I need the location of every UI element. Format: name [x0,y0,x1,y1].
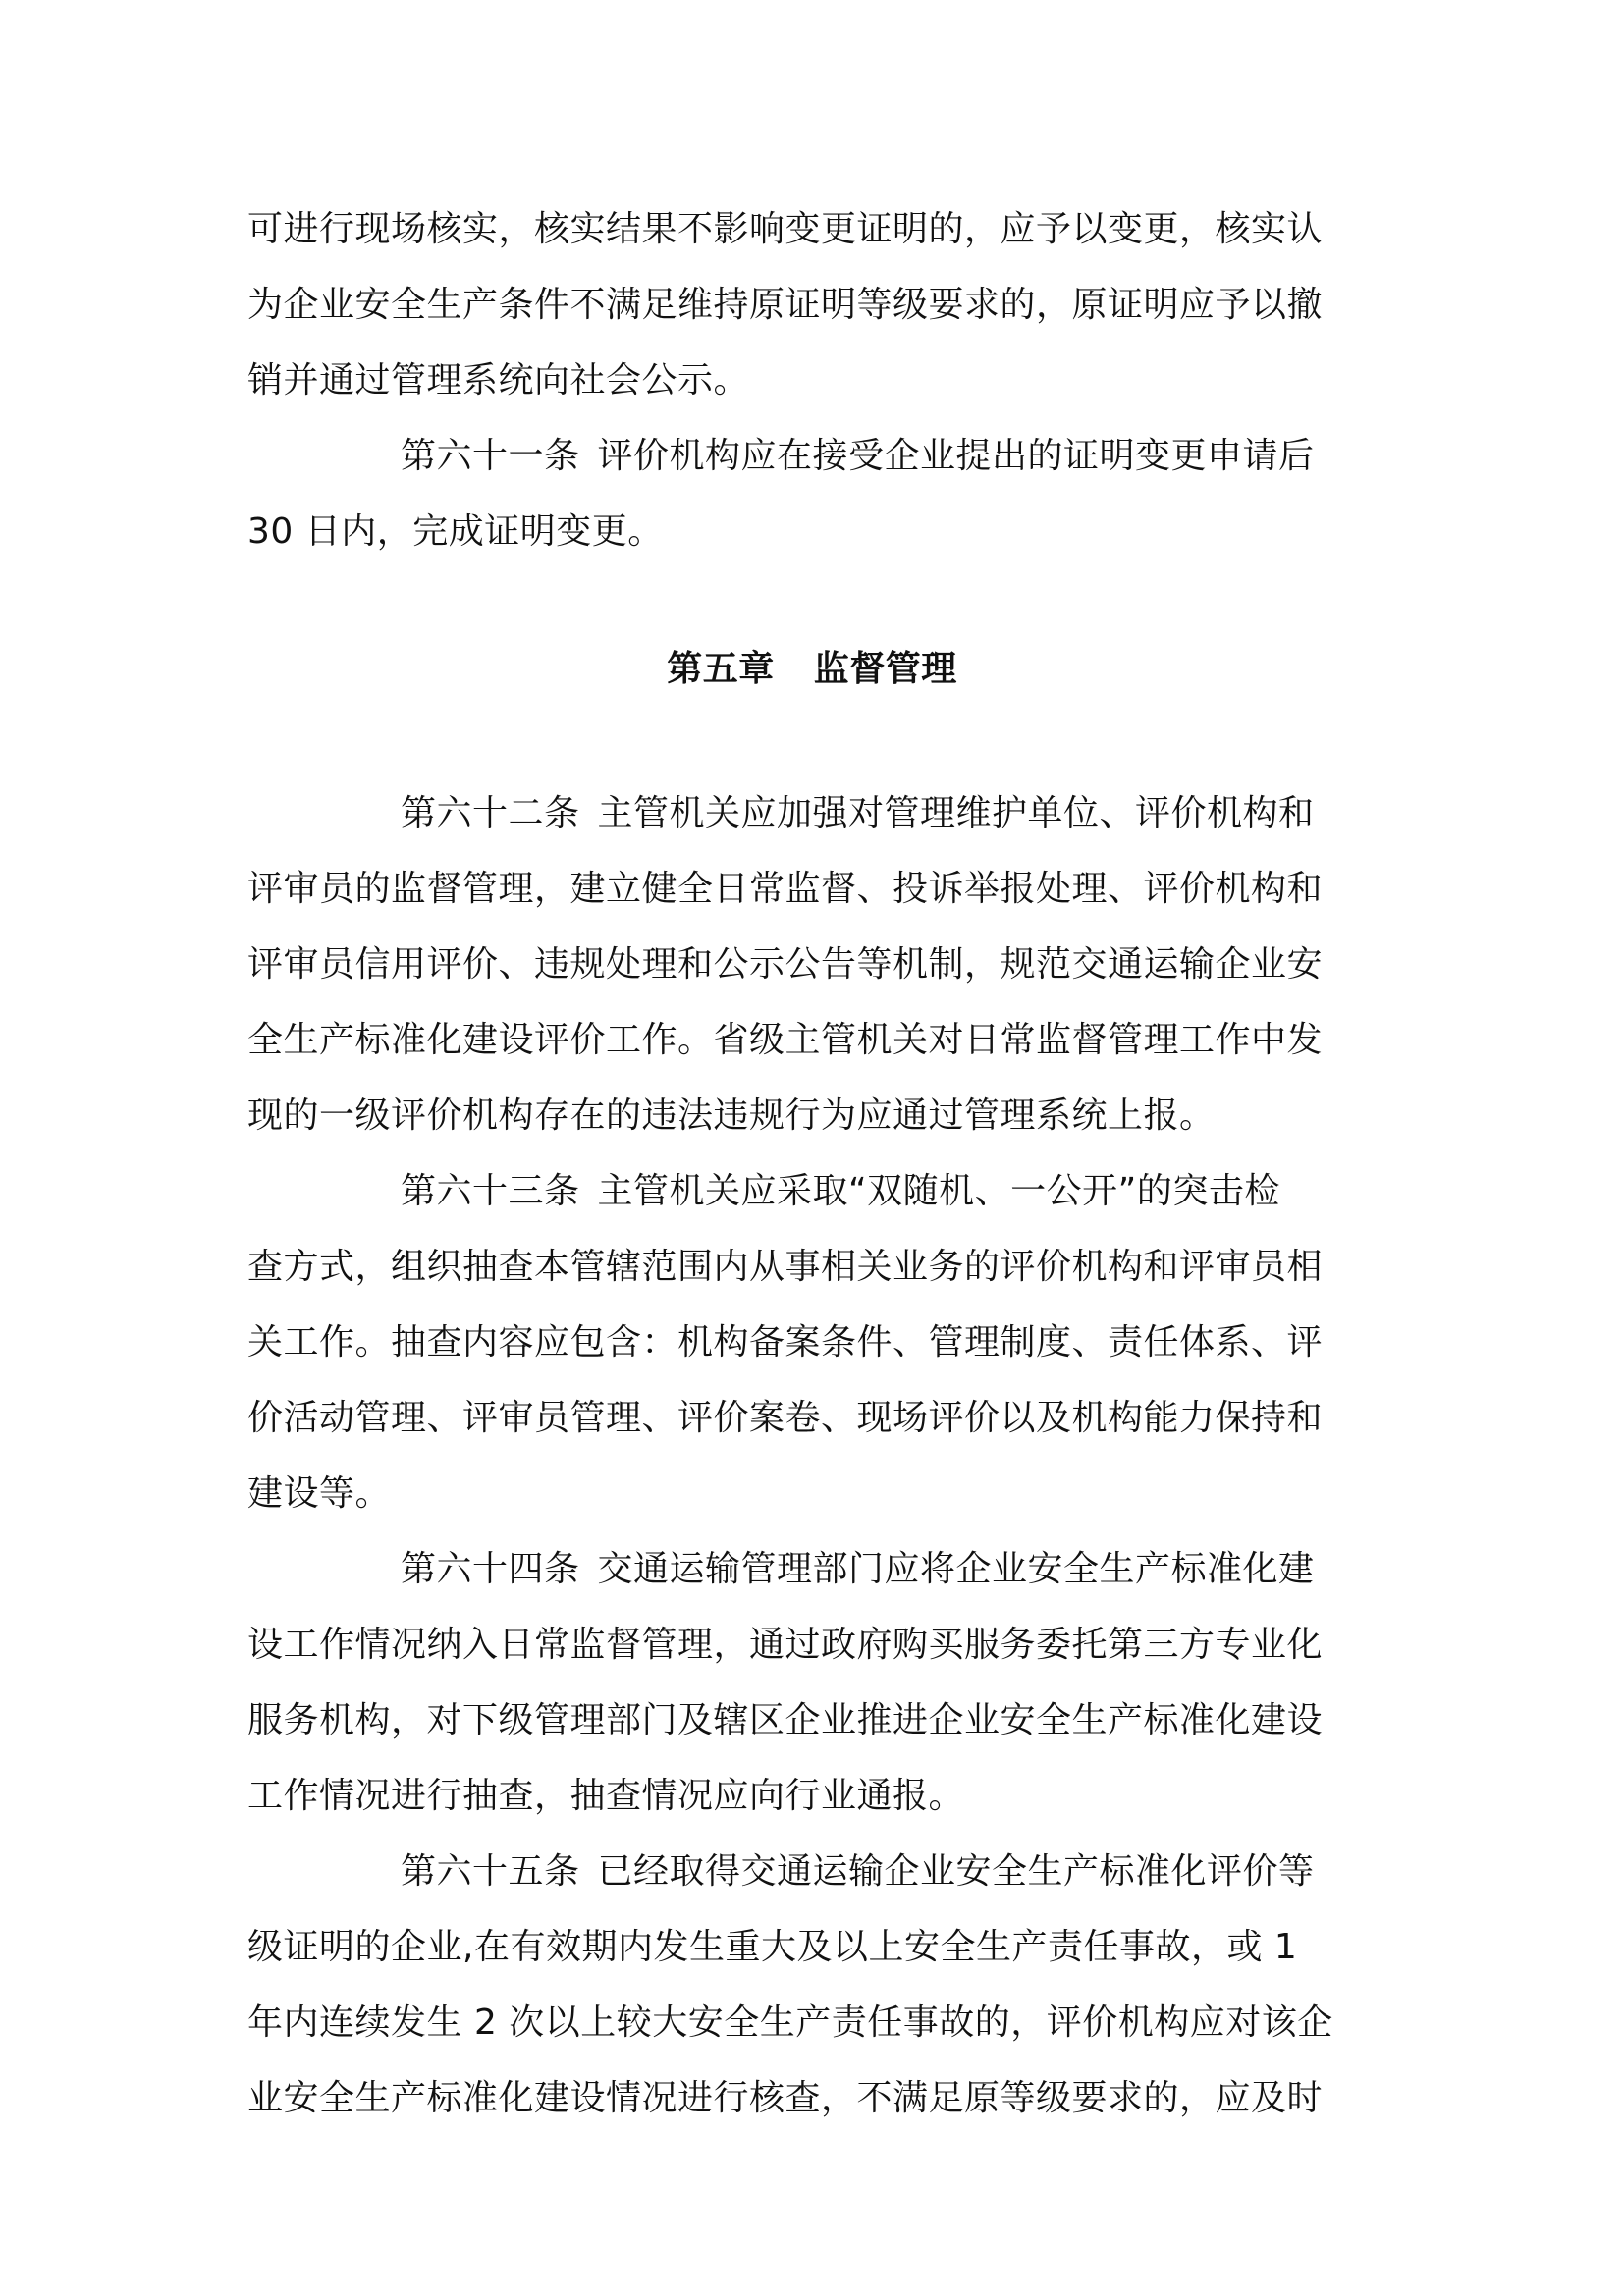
article-first-line [247,418,1386,494]
article-63 [247,1153,1386,1531]
article-text: 主管机关应采取“双随机、一公开”的突击检 [597,1171,1280,1211]
text-line: 评审员信用评价、违规处理和公示公告等机制，规范交通运输企业安 [247,944,1324,985]
text-line: 30 日内，完成证明变更。 [247,511,664,552]
article-first-line [247,1531,1386,1607]
text-line: 销并通过管理系统向社会公示。 [247,360,750,400]
article-62 [247,775,1386,1153]
text-line: 级证明的企业,在有效期内发生重大及以上安全生产责任事故，或 1 [247,1927,1298,1967]
article-first-line [247,775,1386,851]
text-line: 查方式，组织抽查本管辖范围内从事相关业务的评价机构和评审员相 [247,1247,1324,1287]
intro-paragraph [247,191,1386,418]
text-line: 全生产标准化建设评价工作。省级主管机关对日常监督管理工作中发 [247,1020,1324,1060]
article-61 [247,418,1386,569]
article-first-line [247,1834,1386,1909]
text-line: 价活动管理、评审员管理、评价案卷、现场评价以及机构能力保持和 [247,1398,1324,1438]
article-text: 已经取得交通运输企业安全生产标准化评价等 [597,1851,1315,1892]
article-label: 第六十三条 [401,1171,580,1211]
text-line: 业安全生产标准化建设情况进行核查，不满足原等级要求的，应及时 [247,2078,1324,2118]
article-label: 第六十一条 [401,436,580,476]
chapter-title: 监督管理 [813,649,957,689]
article-text: 评价机构应在接受企业提出的证明变更申请后 [597,436,1315,476]
text-line: 工作情况进行抽查，抽查情况应向行业通报。 [247,1776,965,1816]
chapter-heading [0,631,1624,707]
text-line: 设工作情况纳入日常监督管理，通过政府购买服务委托第三方专业化 [247,1625,1324,1665]
article-text: 主管机关应加强对管理维护单位、评价机构和 [597,793,1315,833]
text-line: 现的一级评价机构存在的违法违规行为应通过管理系统上报。 [247,1095,1216,1136]
article-first-line [247,1153,1386,1229]
text-line: 为企业安全生产条件不满足维持原证明等级要求的，原证明应予以撤 [247,285,1324,325]
chapter-number: 第五章 [667,649,775,689]
article-label: 第六十四条 [401,1549,580,1589]
text-line: 年内连续发生 2 次以上较大安全生产责任事故的，评价机构应对该企 [247,2002,1333,2043]
text-line: 评审员的监督管理，建立健全日常监督、投诉举报处理、评价机构和 [247,869,1324,909]
article-text: 交通运输管理部门应将企业安全生产标准化建 [597,1549,1315,1589]
text-line: 可进行现场核实，核实结果不影响变更证明的，应予以变更，核实认 [247,209,1324,249]
article-64 [247,1531,1386,1834]
article-label: 第六十二条 [401,793,580,833]
article-label: 第六十五条 [401,1851,580,1892]
text-line: 服务机构，对下级管理部门及辖区企业推进企业安全生产标准化建设 [247,1700,1324,1740]
article-65 [247,1834,1386,2136]
text-line: 关工作。抽查内容应包含：机构备案条件、管理制度、责任体系、评 [247,1322,1324,1362]
text-line: 建设等。 [247,1473,392,1514]
